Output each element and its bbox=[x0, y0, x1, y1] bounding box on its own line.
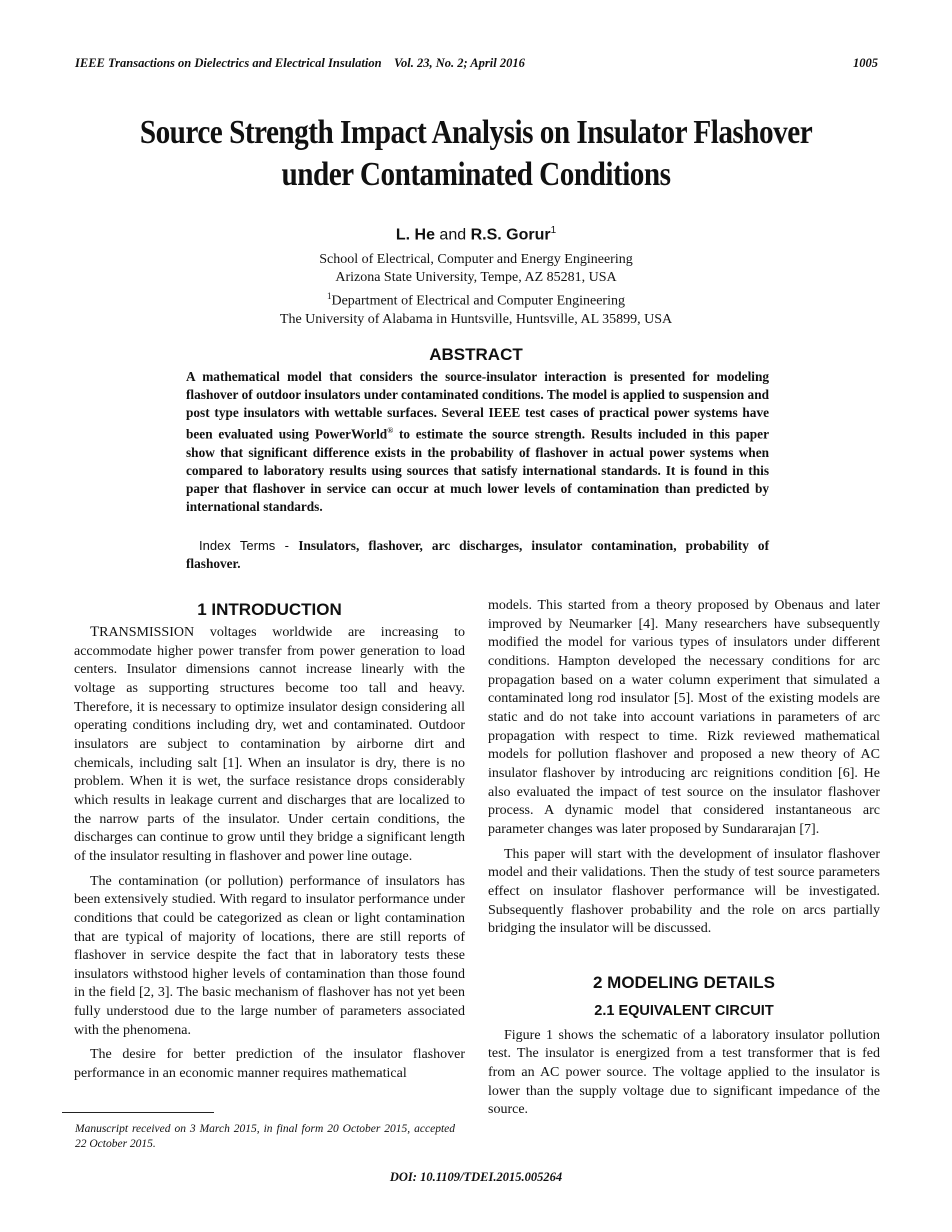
intro-paragraph-3-continued: models. This started from a theory proposed by Obenaus and later improved by Neumarker [4]. Many researchers have subsequently modified the model for various types of insulators under different conditions. Hampton developed the necessary conditions for arc propagation based on a water column experiment that simulated a contaminated long rod insulator [5]. Most of the existing models are static and do not take into account variations in parameters of arc propagation with respect to time. Rizk reviewed mathematical models for pollution flashover and proposed a new theory of AC insulator flashover by introducing arc reignitions condition [6]. He also evaluated the impact of test source on the insulator flashover process. A dynamic model that considered instantaneous arc parameter changes was later proposed by Sundararajan [7]. bbox=[488, 598, 880, 837]
affiliation-mark: 1 bbox=[326, 291, 332, 301]
intro-paragraph-1-text: voltages worldwide are increasing to accommodate higher power transfer from power generation to load centers. Insulator dimensions cannot increase linearly with the voltage as supporting structures become too tall and heavy. Therefore, it is necessary to optimize insulator design considering all operating conditions including dry, wet and contaminated. Outdoor insulators are subject to contamination by airborne dirt and chemicals, including salt [1]. When an insulator is dry, there is no problem. When it is wet, the surface resistance drops considerably which results in leakage current and discharges that are localized to the narrow parts of the insulator. Under certain conditions, the discharges can continue to grow until they bridge a significant length of the insulator resulting in flashover and power line outage. bbox=[74, 625, 465, 864]
affiliation-line-4: The University of Alabama in Huntsville, Huntsville, AL 35899, USA bbox=[279, 311, 673, 327]
modeling-paragraph-1: Figure 1 shows the schematic of a laboratory insulator pollution test. The insulator is energized from a test transformer that is fed from an AC power source. The voltage applied to the insulator is lower than the supply voltage due to significant impedance of the source. bbox=[488, 1027, 880, 1118]
author-conjunction: and bbox=[439, 226, 467, 244]
author-1: L. He bbox=[395, 226, 435, 244]
intro-paragraph-4: This paper will start with the development of insulator flashover model and their validations. Then the study of test source parameters effect on insulator flashover performance will be investigated. Subsequently flashover probability and the role on arcs partially bridging the insulator will be discussed. bbox=[488, 846, 880, 937]
trademark-symbol: ® bbox=[387, 426, 394, 436]
left-column bbox=[74, 597, 465, 1090]
abstract-text-2: to estimate the source strength. Results included in this paper show that significant difference exists in the probability of flashover in actual power systems when compared to laboratory results using sources that satisfy international standards. It is found in this paper that flashover in service can occur at much lower levels of contamination than predicted by international standards. bbox=[186, 426, 769, 515]
drop-cap-letter: T bbox=[90, 624, 100, 640]
index-terms bbox=[186, 537, 769, 573]
right-column bbox=[488, 597, 880, 1126]
author-list bbox=[0, 225, 952, 244]
journal-citation bbox=[75, 56, 525, 71]
intro-paragraph-1 bbox=[74, 623, 465, 867]
journal-volume: Vol. 23, No. 2; April 2016 bbox=[394, 56, 525, 70]
section-2-heading: 2 MODELING DETAILS bbox=[593, 972, 775, 992]
abstract-heading: ABSTRACT bbox=[429, 345, 523, 364]
section-1-heading: 1 INTRODUCTION bbox=[197, 600, 342, 619]
affiliation-line-3-text: Department of Electrical and Computer Engineering bbox=[331, 293, 625, 309]
affiliation-line-3 bbox=[0, 287, 952, 311]
drop-cap-word bbox=[90, 625, 194, 640]
intro-paragraph-2: The contamination (or pollution) performance of insulators has been extensively studied. With regard to insulator performance under conditions that could be categorized as clean or light contamination that are typical of majority of locations, there are still reports of flashover in service despite the fact that in laboratory tests these insulators withstood higher levels of contamination than those found in the field [2, 3]. The basic mechanism of flashover has not yet been fully understood due to the large number of parameters associated with the phenomena. bbox=[74, 873, 465, 1038]
title-line-1: Source Strength Impact Analysis on Insulator Flashover bbox=[139, 114, 813, 151]
intro-paragraph-3: The desire for better prediction of the insulator flashover performance in an economic manner requires mathematical bbox=[74, 1047, 465, 1082]
index-terms-label: Index Terms - bbox=[199, 538, 299, 553]
footnote-divider bbox=[62, 1112, 214, 1113]
subsection-2-1-heading: 2.1 EQUIVALENT CIRCUIT bbox=[594, 1002, 774, 1019]
affiliations bbox=[0, 251, 952, 329]
page-number: 1005 bbox=[853, 56, 878, 70]
paper-title bbox=[101, 112, 851, 196]
affiliation-line-2: Arizona State University, Tempe, AZ 85281, USA bbox=[335, 270, 617, 285]
section-spacer bbox=[488, 945, 880, 971]
title-line-2: under Contaminated Conditions bbox=[281, 156, 671, 193]
abstract-body bbox=[186, 368, 769, 516]
abstract-text-1: A mathematical model that considers the source-insulator interaction is presented for modeling flashover of outdoor insulators under contaminated conditions. The model is applied to suspension and post type insulators with wettable surfaces. Several IEEE test cases of practical power systems have been evaluated using PowerWorld bbox=[186, 369, 769, 442]
author-2: R.S. Gorur bbox=[470, 226, 551, 244]
author-2-affil-mark: 1 bbox=[550, 225, 557, 236]
drop-cap-rest: RANSMISSION bbox=[99, 625, 195, 640]
running-header bbox=[75, 56, 878, 74]
doi-footer: DOI: 10.1109/TDEI.2015.005264 bbox=[389, 1170, 563, 1184]
affiliation-line-1: School of Electrical, Computer and Energy Engineering bbox=[319, 252, 633, 267]
index-terms-text: Insulators, flashover, arc discharges, insulator contamination, probability of flashover. bbox=[186, 538, 769, 572]
manuscript-footnote: Manuscript received on 3 March 2015, in final form 20 October 2015, accepted 22 October 2015. bbox=[75, 1123, 455, 1150]
journal-name: IEEE Transactions on Dielectrics and Electrical Insulation bbox=[75, 56, 382, 70]
